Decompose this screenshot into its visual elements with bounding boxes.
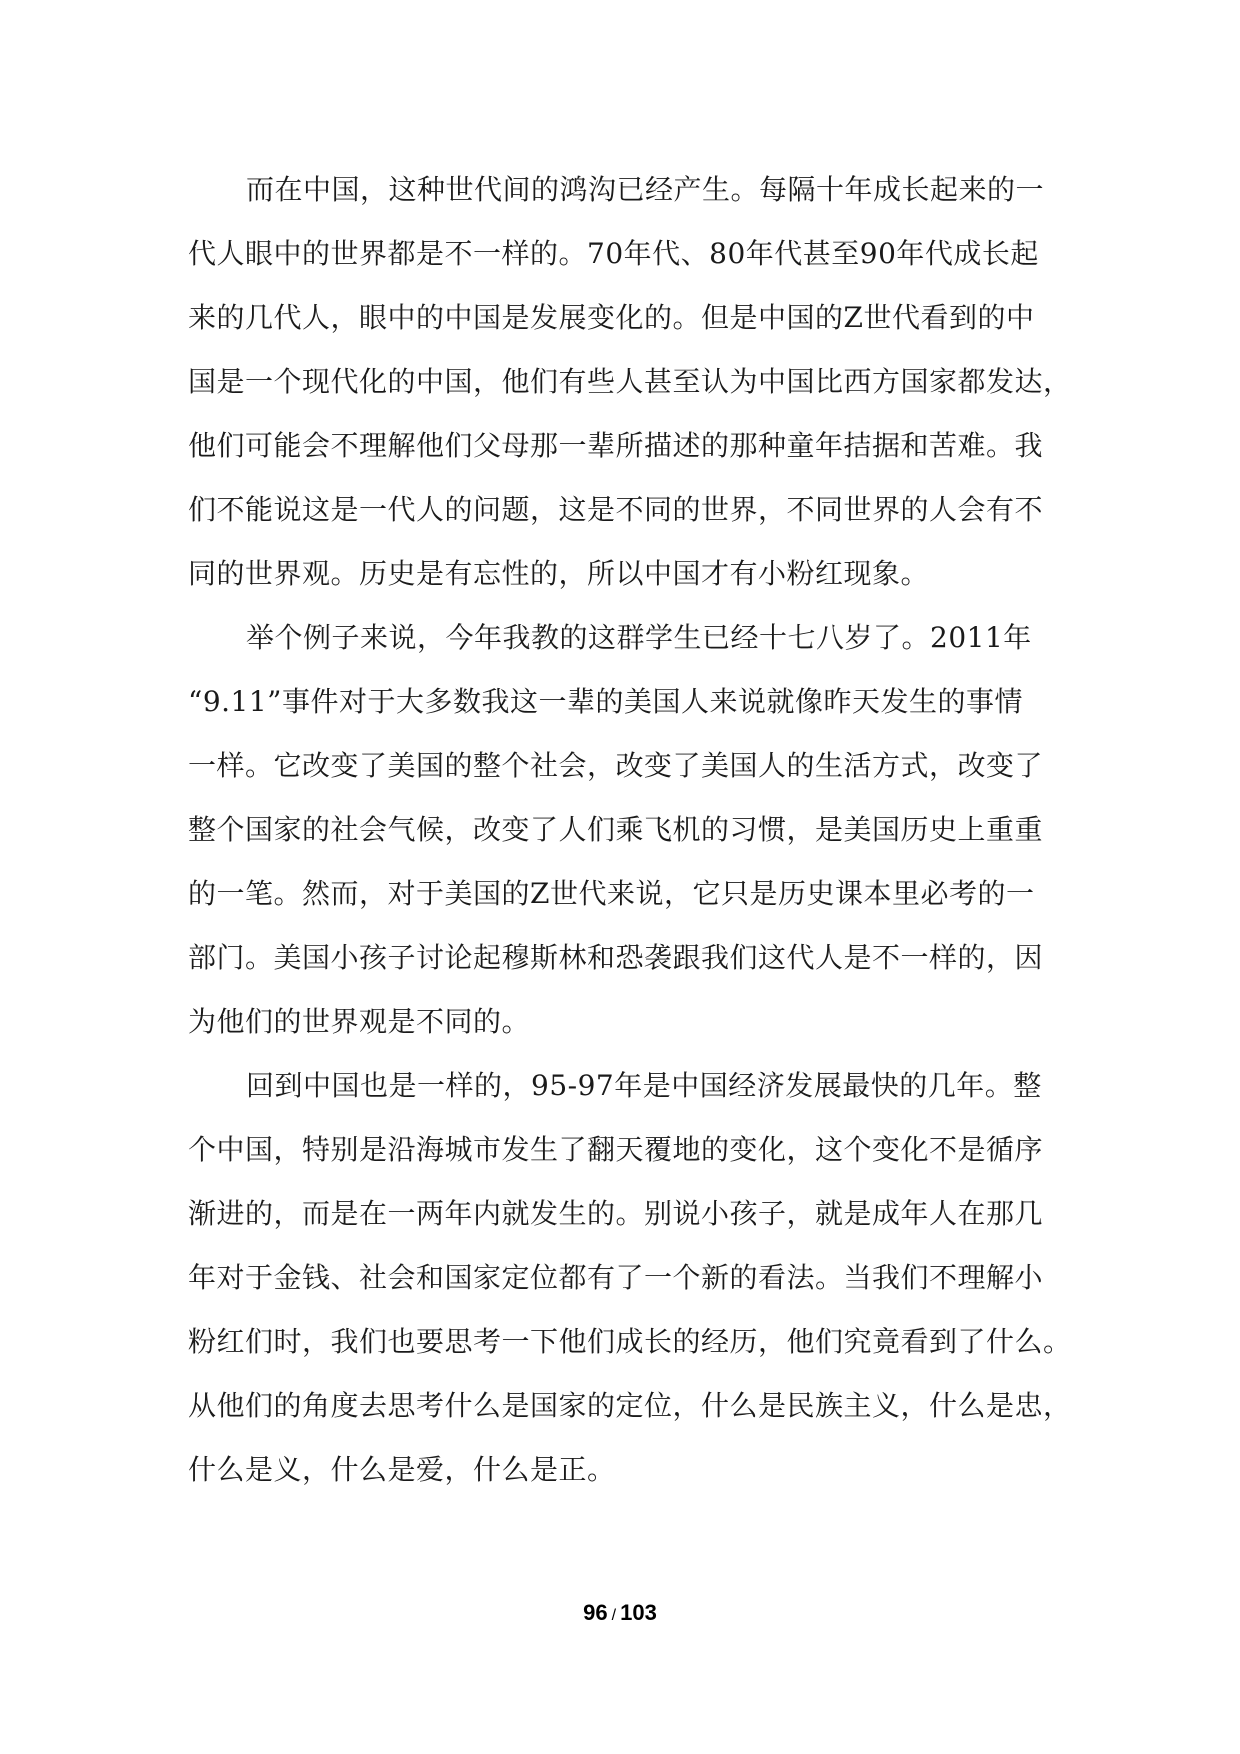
text-line: 来的几代人，眼中的中国是发展变化的。但是中国的Z世代看到的中 xyxy=(188,301,1035,334)
page-number xyxy=(0,1600,1240,1626)
text-line: 粉红们时，我们也要思考一下他们成长的经历，他们究竟看到了什么。 xyxy=(188,1325,1072,1358)
text-line: 国是一个现代化的中国，他们有些人甚至认为中国比西方国家都发达， xyxy=(188,365,1072,398)
text-line: 从他们的角度去思考什么是国家的定位，什么是民族主义，什么是忠， xyxy=(188,1389,1072,1422)
text-line: 而在中国，这种世代间的鸿沟已经产生。每隔十年成长起来的一 xyxy=(246,173,1045,206)
text-line: 年对于金钱、社会和国家定位都有了一个新的看法。当我们不理解小 xyxy=(188,1261,1044,1294)
text-line: 为他们的世界观是不同的。 xyxy=(188,1005,531,1038)
text-line: 他们可能会不理解他们父母那一辈所描述的那种童年拮据和苦难。我 xyxy=(188,429,1044,462)
paragraph-3 xyxy=(188,1054,1072,1502)
text-line: 们不能说这是一代人的问题，这是不同的世界，不同世界的人会有不 xyxy=(188,493,1044,526)
paragraph-1 xyxy=(188,158,1072,606)
text-line: 一样。它改变了美国的整个社会，改变了美国人的生活方式，改变了 xyxy=(188,749,1044,782)
current-page: 96 xyxy=(583,1600,608,1625)
page-separator: / xyxy=(611,1607,617,1624)
text-line: 同的世界观。历史是有忘性的，所以中国才有小粉红现象。 xyxy=(188,557,930,590)
text-line: 举个例子来说，今年我教的这群学生已经十七八岁了。2011年 xyxy=(246,621,1032,654)
text-line: 什么是义，什么是爱，什么是正。 xyxy=(188,1453,616,1486)
document-body xyxy=(188,158,1072,1502)
text-line: 个中国，特别是沿海城市发生了翻天覆地的变化，这个变化不是循序 xyxy=(188,1133,1044,1166)
text-line: “9.11”事件对于大多数我这一辈的美国人来说就像昨天发生的事情 xyxy=(188,685,1023,718)
text-line: 部门。美国小孩子讨论起穆斯林和恐袭跟我们这代人是不一样的，因 xyxy=(188,941,1044,974)
total-pages: 103 xyxy=(620,1600,657,1625)
text-line: 的一笔。然而，对于美国的Z世代来说，它只是历史课本里必考的一 xyxy=(188,877,1035,910)
text-line: 整个国家的社会气候，改变了人们乘飞机的习惯，是美国历史上重重 xyxy=(188,813,1044,846)
paragraph-2 xyxy=(188,606,1058,1054)
text-line: 回到中国也是一样的，95-97年是中国经济发展最快的几年。整 xyxy=(246,1069,1042,1102)
text-line: 代人眼中的世界都是不一样的。70年代、80年代甚至90年代成长起 xyxy=(188,237,1039,270)
text-line: 渐进的，而是在一两年内就发生的。别说小孩子，就是成年人在那几 xyxy=(188,1197,1044,1230)
